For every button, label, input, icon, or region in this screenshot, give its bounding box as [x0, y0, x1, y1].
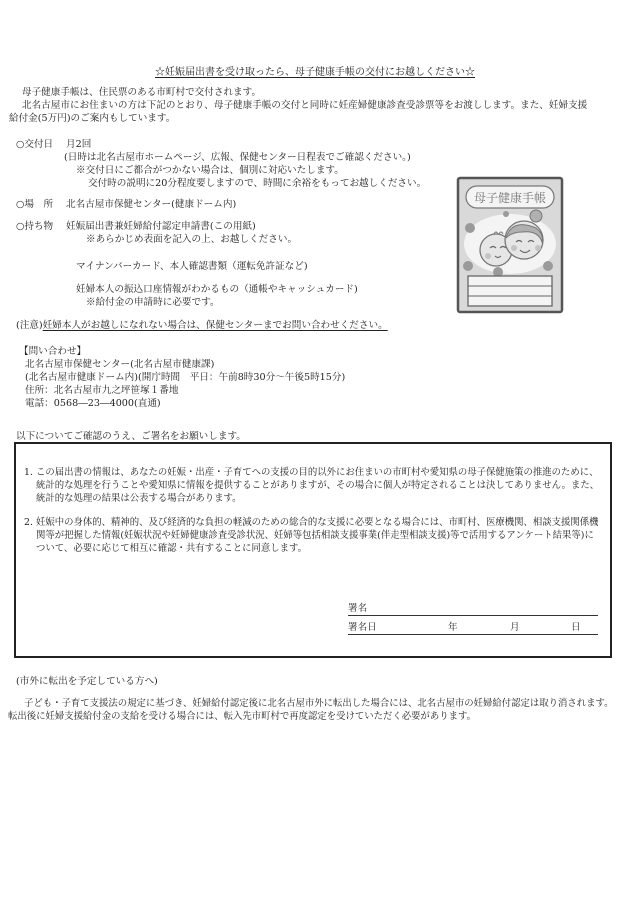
contact-line-2: (北名古屋市健康ドーム内)(開庁時間 平日：午前8時30分～午後5時15分) [25, 372, 346, 383]
intro-line-3: 給付金(5万円)のご案内もしています。 [9, 113, 176, 124]
contact-line-1: 北名古屋市保健センター(北名古屋市健康課) [25, 359, 215, 370]
belongings-item-2: マイナンバーカード、本人確認書類（運転免許証など) [76, 261, 308, 272]
move-out-text: 子ども・子育て支援法の規定に基づき、妊婦給付認定後に北名古屋市外に転出した場合には、北名古屋市の妊婦給付認定は取り消されます。転出後に妊婦支援給付金の支給を受ける場合には、転入先市町村で再度認定を受けていただく必要があります。 [8, 698, 614, 723]
caution-text: 妊婦本人がお越しになれない場合は、保健センターまでお問い合わせください。 [42, 320, 388, 331]
move-out-heading: (市外に転出を予定している方へ) [16, 676, 158, 687]
belongings-label: ○持ち物 [16, 221, 54, 232]
signature-date-label: 署名日 [348, 622, 377, 633]
signature-field[interactable] [348, 602, 598, 616]
year-label: 年 [448, 622, 458, 633]
signature-label: 署名 [348, 603, 368, 614]
delivery-date-note-1: (日時は北名古屋市ホームページ、広報、保健センター日程表でご確認ください。) [64, 152, 411, 163]
consent-item-2-number: 2. [24, 517, 33, 528]
contact-address: 住所：北名古屋市九之坪笹塚１番地 [25, 385, 179, 396]
consent-item-2 [24, 516, 602, 556]
delivery-date-note-3: 交付時の説明に20分程度要しますので、時間に余裕をもってお越しください。 [88, 178, 427, 189]
intro-line-1: 母子健康手帳は、住民票のある市町村で交付されます。 [22, 87, 262, 98]
delivery-date-value: 月2回 [66, 139, 92, 150]
delivery-date-note-2: ※交付日にご都合がつかない場合は、個別に対応いたします。 [76, 165, 344, 176]
delivery-date-label: ○交付日 [16, 139, 54, 150]
consent-item-1-text: この届出書の情報は、あなたの妊娠・出産・子育てへの支援の目的以外にお住まいの市町村や愛知県の母子保健施策の推進のために、統計的な処理を行うことや愛知県に情報を提供することがありますが、その場合に個人が特定されることは決してありません。また、統計的な処理の結果は公表する場合があります。 [36, 467, 600, 505]
intro-line-2: 北名古屋市にお住まいの方は下記のとおり、母子健康手帳の交付と同時に妊産婦健康診査受診票等をお渡しします。また、妊婦支援 [22, 100, 588, 111]
caution-note [16, 319, 388, 332]
belongings-item-1: 妊娠届出書兼妊婦給付認定申請書(この用紙) [66, 221, 256, 232]
page-title [0, 66, 630, 79]
consent-box [14, 442, 612, 658]
belongings-item-3-note: ※給付金の申請時に必要です。 [86, 297, 220, 308]
month-label: 月 [510, 622, 520, 633]
contact-heading: 【問い合わせ】 [19, 346, 87, 357]
svg-text:母子健康手帳: 母子健康手帳 [473, 191, 547, 205]
place-label: ○場 所 [16, 199, 54, 210]
signature-date-field[interactable] [348, 621, 598, 635]
contact-phone: 電話：0568―23―4000(直通) [25, 398, 161, 409]
place-value: 北名古屋市保健センター(健康ドーム内) [66, 199, 237, 210]
consent-item-2-text: 妊娠中の身体的、精神的、及び経済的な負担の軽減のための総合的な支援に必要となる場合には、市町村、医療機関、相談支援関係機関等が把握した情報(妊娠状況や妊婦健康診査受診状況、妊婦等包括相談支援事業(伴走型相談支援)等で活用するアンケート結果等)について、必要に応じて相互に確認・共有することに同意します。 [36, 517, 599, 555]
consent-item-1-number: 1. [24, 467, 33, 478]
caution-prefix: (注意) [16, 320, 43, 331]
consent-lead: 以下についてご確認のうえ、ご署名をお願いします。 [16, 431, 246, 442]
maternal-child-handbook-icon [456, 176, 564, 314]
day-label: 日 [571, 622, 581, 633]
page-title-text: ☆妊娠届出書を受け取ったら、母子健康手帳の交付にお越しください☆ [155, 67, 475, 78]
consent-item-1 [24, 466, 602, 506]
belongings-item-3: 妊婦本人の振込口座情報がわかるもの（通帳やキャッシュカード) [76, 284, 358, 295]
belongings-item-1-note: ※あらかじめ表面を記入の上、お越しください。 [86, 234, 298, 245]
